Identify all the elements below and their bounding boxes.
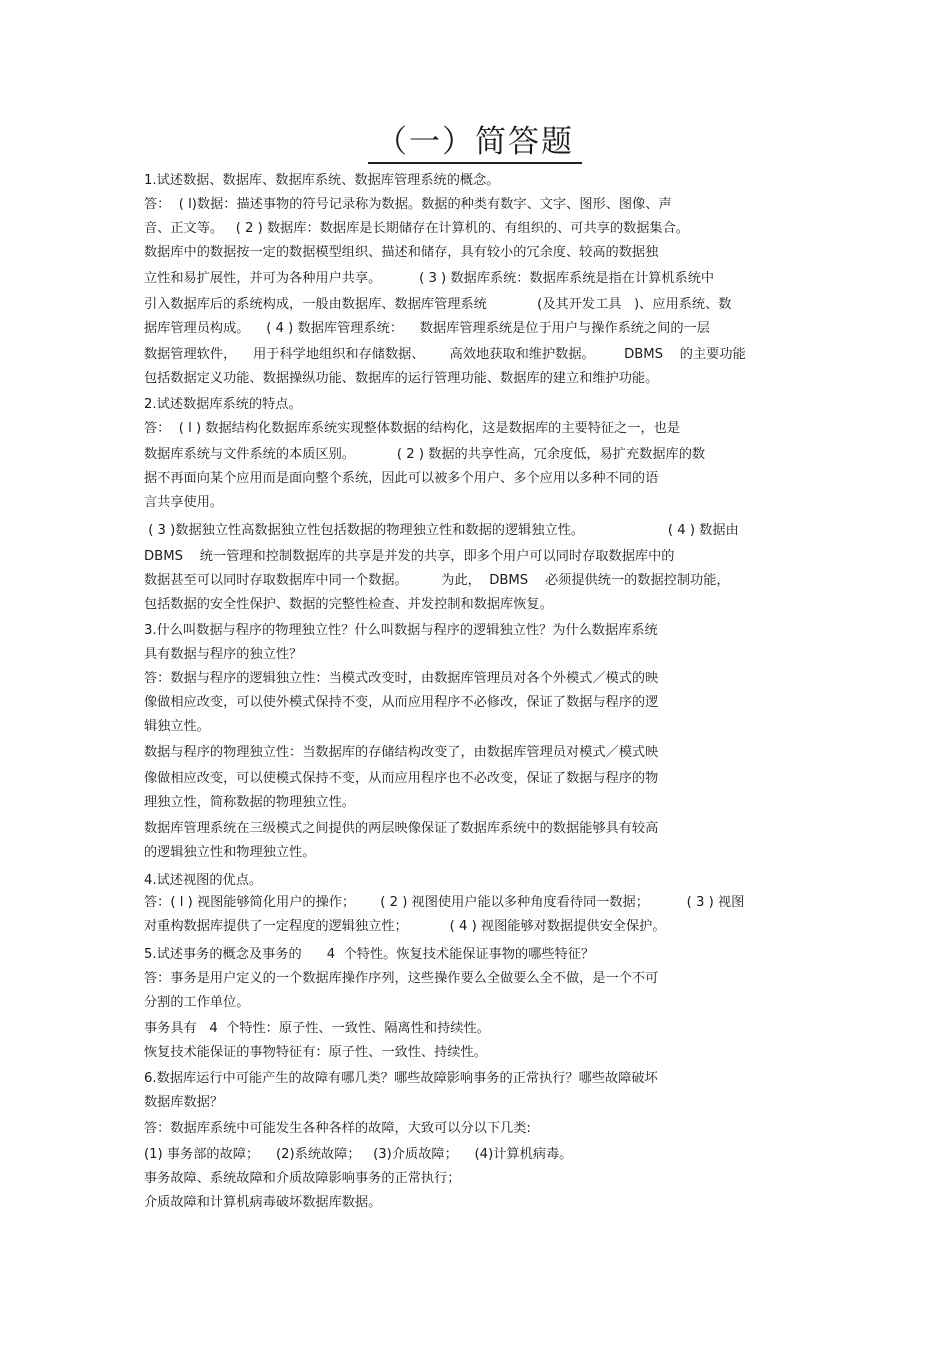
text-line: 具有数据与程序的独立性？ bbox=[144, 647, 303, 662]
text-line: 包括数据定义功能、数据操纵功能、数据库的运行管理功能、数据库的建立和维护功能。 bbox=[144, 371, 659, 386]
text-line: 言共享使用。 bbox=[144, 495, 224, 510]
text-line: 辑独立性。 bbox=[144, 719, 210, 734]
text-line: 数据管理软件， 用于科学地组织和存储数据、 高效地获取和维护数据。 DBMS 的主要功能 bbox=[144, 347, 746, 362]
text-line: 3.什么叫数据与程序的物理独立性？什么叫数据与程序的逻辑独立性？为什么数据库系统 bbox=[144, 623, 658, 638]
text-line: 答： ( l)数据：描述事物的符号记录称为数据。数据的种类有数字、文字、图形、图像、声 bbox=[144, 197, 672, 212]
text-line: 数据与程序的物理独立性：当数据库的存储结构改变了，由数据库管理员对模式／模式映 bbox=[144, 745, 659, 760]
text-line: 数据库中的数据按一定的数据模型组织、描述和储存，具有较小的冗余度、较高的数据独 bbox=[144, 245, 659, 260]
text-line: 事务具有 4 个特性：原子性、一致性、隔离性和持续性。 bbox=[144, 1021, 490, 1036]
text-line: 1.试述数据、数据库、数据库系统、数据库管理系统的概念。 bbox=[144, 173, 500, 188]
text-line: 4.试述视图的优点。 bbox=[144, 873, 263, 888]
text-line: 的逻辑独立性和物理独立性。 bbox=[144, 845, 316, 860]
text-line: 包括数据的安全性保护、数据的完整性检查、并发控制和数据库恢复。 bbox=[144, 597, 553, 612]
text-line: 2.试述数据库系统的特点。 bbox=[144, 397, 302, 412]
text-line: 答：事务是用户定义的一个数据库操作序列，这些操作要么全做要么全不做，是一个不可 bbox=[144, 971, 659, 986]
text-line: 像做相应改变，可以使外模式保持不变，从而应用程序不必修改，保证了数据与程序的逻 bbox=[144, 695, 659, 710]
text-line: 数据库数据？ bbox=[144, 1095, 224, 1110]
text-line: 据不再面向某个应用而是面向整个系统，因此可以被多个用户、多个应用以多种不同的语 bbox=[144, 471, 659, 486]
text-line: (1) 事务部的故障； (2)系统故障； (3)介质故障； (4)计算机病毒。 bbox=[144, 1147, 573, 1162]
text-line: 分割的工作单位。 bbox=[144, 995, 250, 1010]
text-line: 对重构数据库提供了一定程度的逻辑独立性； ( 4 ) 视图能够对数据提供安全保护。 bbox=[144, 919, 666, 934]
text-line: 像做相应改变，可以使模式保持不变，从而应用程序也不必改变，保证了数据与程序的物 bbox=[144, 771, 659, 786]
text-line: 事务故障、系统故障和介质故障影响事务的正常执行； bbox=[144, 1171, 461, 1186]
text-line: 5.试述事务的概念及事务的 4 个特性。恢复技术能保证事物的哪些特征？ bbox=[144, 947, 595, 962]
text-line: 理独立性，简称数据的物理独立性。 bbox=[144, 795, 355, 810]
text-line: 恢复技术能保证的事物特征有：原子性、一致性、持续性。 bbox=[144, 1045, 487, 1060]
page-title: （一）简答题 bbox=[0, 120, 950, 164]
text-line: 数据库系统与文件系统的本质区别。 ( 2 ) 数据的共享性高，冗余度低，易扩充数据库的数 bbox=[144, 447, 706, 462]
text-line: 介质故障和计算机病毒破坏数据库数据。 bbox=[144, 1195, 382, 1210]
text-line: 数据甚至可以同时存取数据库中同一个数据。 为此， DBMS 必须提供统一的数据控制功能， bbox=[144, 573, 730, 588]
text-line: 答： ( l ) 数据结构化数据库系统实现整体数据的结构化，这是数据库的主要特征之一，也是 bbox=[144, 421, 681, 436]
text-line: 答：( l ) 视图能够简化用户的操作； ( 2 ) 视图使用户能以多种角度看待同一数据； ( 3 ) 视图 bbox=[144, 895, 745, 910]
text-line: 6.数据库运行中可能产生的故障有哪几类？哪些故障影响事务的正常执行？哪些故障破坏 bbox=[144, 1071, 658, 1086]
text-line: 引入数据库后的系统构成，一般由数据库、数据库管理系统 (及其开发工具 )、应用系统、数 bbox=[144, 297, 732, 312]
text-line: 答：数据与程序的逻辑独立性：当模式改变时，由数据库管理员对各个外模式／模式的映 bbox=[144, 671, 659, 686]
text-line: ( 3 )数据独立性高数据独立性包括数据的物理独立性和数据的逻辑独立性。 ( 4 ) 数据由 bbox=[144, 523, 739, 538]
text-line: 据库管理员构成。 ( 4 ) 数据库管理系统： 数据库管理系统是位于用户与操作系统之间的一层 bbox=[144, 321, 710, 336]
text-line: 数据库管理系统在三级模式之间提供的两层映像保证了数据库系统中的数据能够具有较高 bbox=[144, 821, 659, 836]
text-line: DBMS 统一管理和控制数据库的共享是并发的共享，即多个用户可以同时存取数据库中的 bbox=[144, 549, 675, 564]
text-line: 音、正文等。 ( 2 ) 数据库：数据库是长期储存在计算机的、有组织的、可共享的数据集合。 bbox=[144, 221, 689, 236]
text-line: 立性和易扩展性，并可为各种用户共享。 ( 3 ) 数据库系统：数据库系统是指在计算机系统中 bbox=[144, 271, 715, 286]
text-line: 答：数据库系统中可能发生各种各样的故障，大致可以分以下几类: bbox=[144, 1121, 531, 1136]
